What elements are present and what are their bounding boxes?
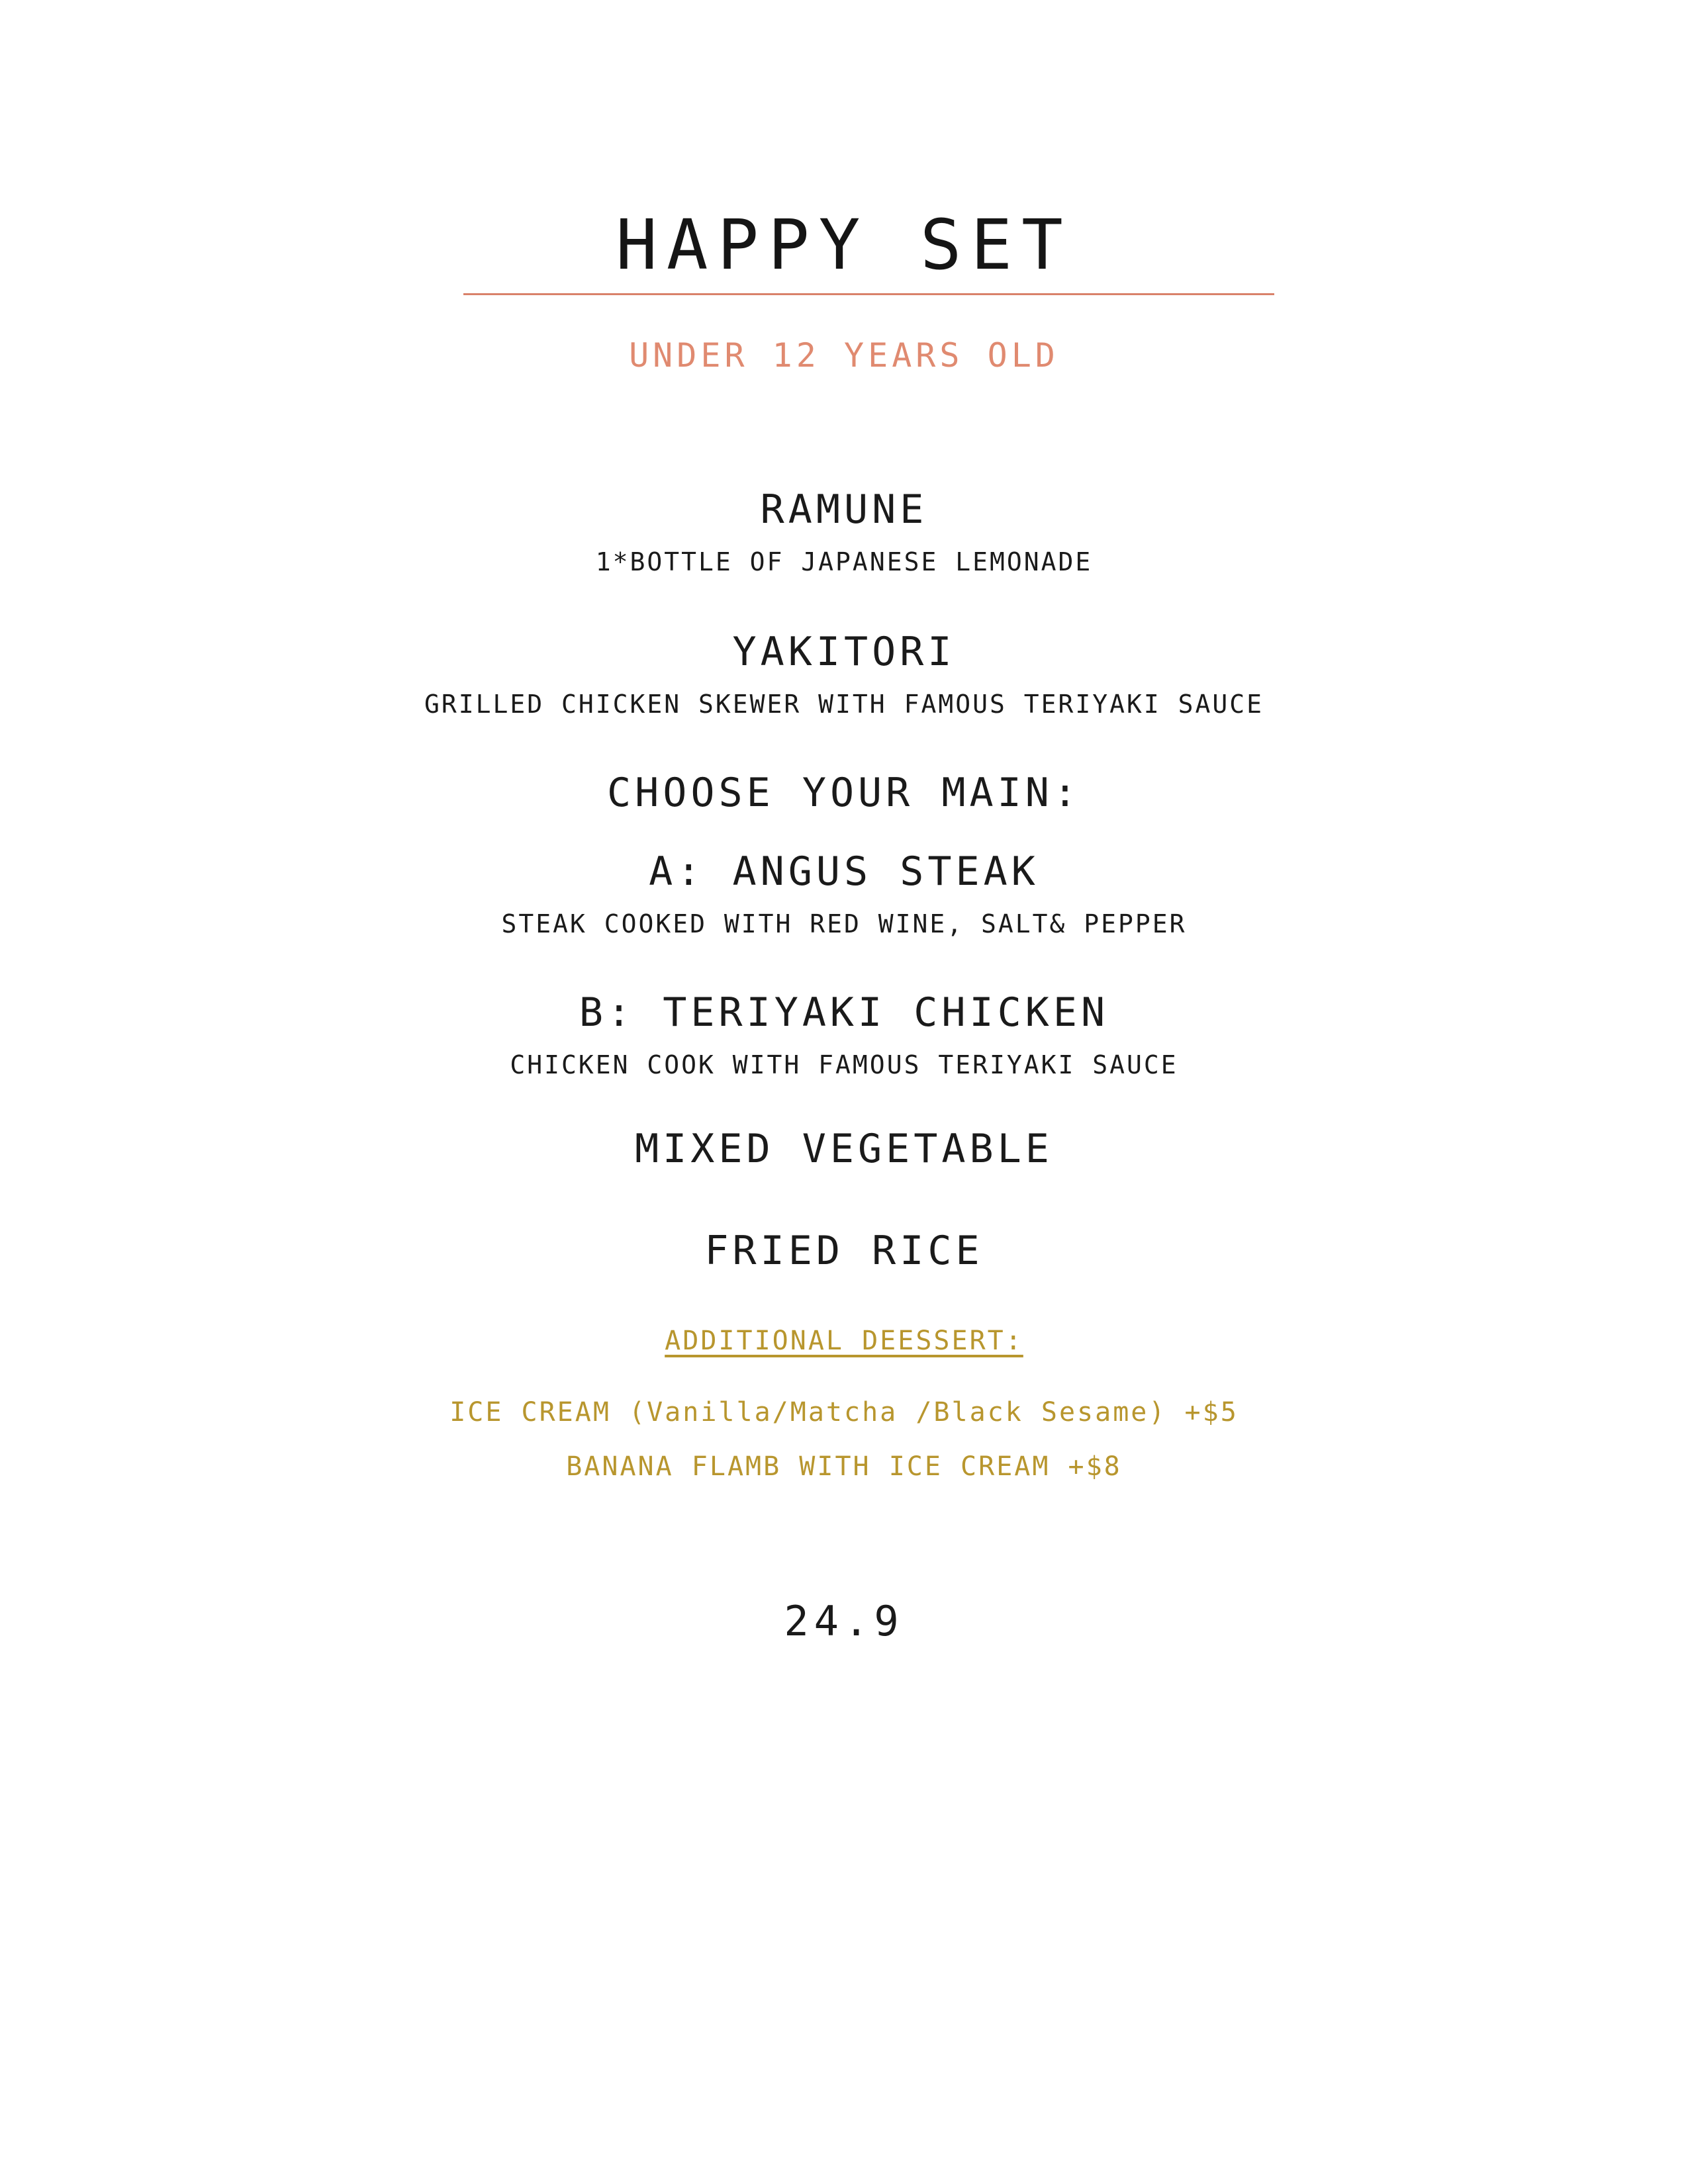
item-fried-rice-name: FRIED RICE <box>704 1228 984 1274</box>
item-teriyaki-chicken-description: CHICKEN COOK WITH FAMOUS TERIYAKI SAUCE <box>510 1050 1178 1079</box>
title-divider <box>463 293 1274 295</box>
item-yakitori-name: YAKITORI <box>732 629 956 675</box>
menu-title: HAPPY SET <box>616 205 1072 285</box>
dessert-heading: ADDITIONAL DEESSERT: <box>665 1326 1023 1356</box>
item-mixed-vegetable-name: MIXED VEGETABLE <box>635 1126 1053 1172</box>
menu-subtitle: UNDER 12 YEARS OLD <box>629 336 1059 375</box>
choose-main-heading: CHOOSE YOUR MAIN: <box>606 770 1082 816</box>
dessert-ice-cream: ICE CREAM (Vanilla/Matcha /Black Sesame) +$5 <box>449 1397 1239 1428</box>
item-ramune-description: 1*BOTTLE OF JAPANESE LEMONADE <box>595 547 1093 576</box>
item-yakitori-description: GRILLED CHICKEN SKEWER WITH FAMOUS TERIYAKI SAUCE <box>424 690 1264 719</box>
dessert-banana-flamb: BANANA FLAMB WITH ICE CREAM +$8 <box>566 1451 1122 1482</box>
item-teriyaki-chicken-name: B: TERIYAKI CHICKEN <box>579 989 1109 1036</box>
item-ramune-name: RAMUNE <box>760 486 928 533</box>
item-angus-steak-name: A: ANGUS STEAK <box>649 848 1039 895</box>
set-price: 24.9 <box>784 1597 904 1645</box>
item-angus-steak-description: STEAK COOKED WITH RED WINE, SALT& PEPPER <box>501 909 1187 938</box>
